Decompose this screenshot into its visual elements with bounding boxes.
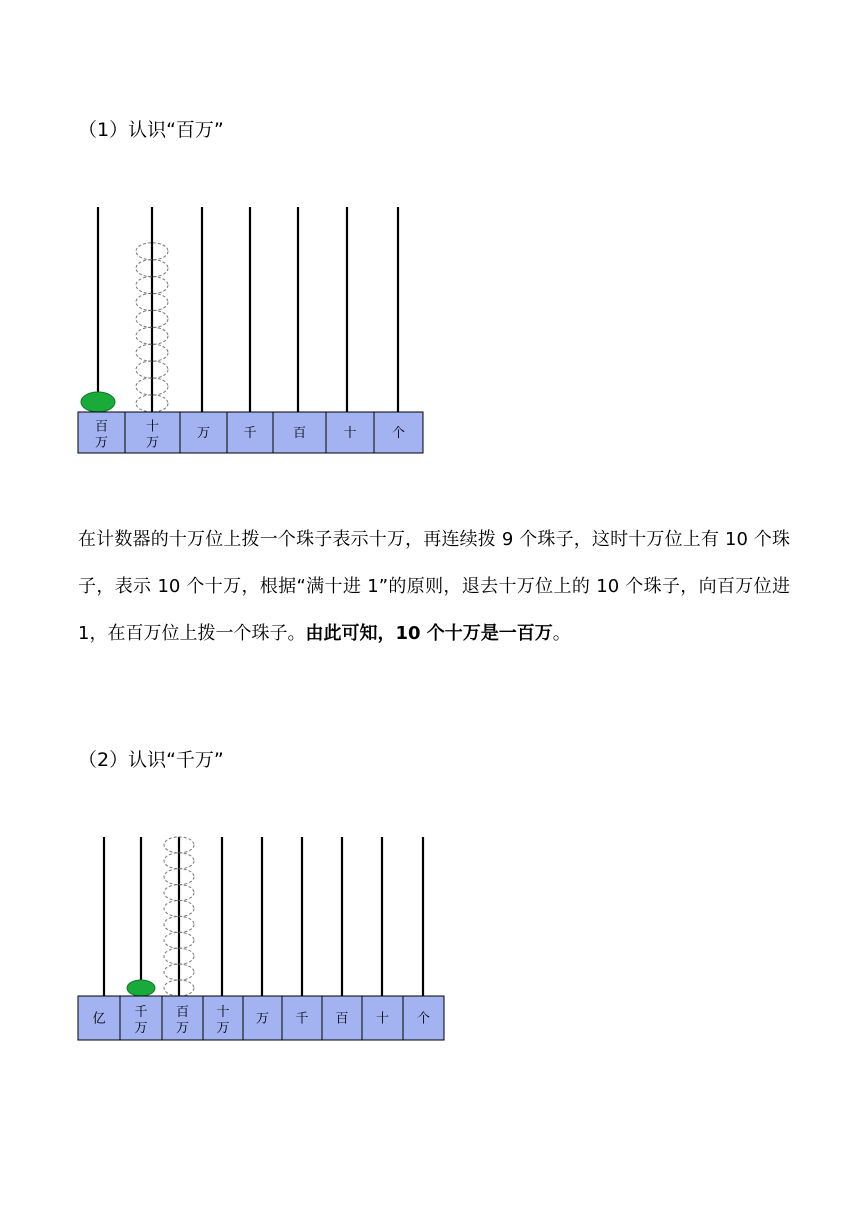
abacus2-place-label: 万: [255, 1011, 270, 1027]
abacus1-place-label: 个: [391, 426, 406, 442]
abacus1-place-label: 十万: [145, 419, 160, 451]
abacus2-place-label: 百万: [175, 1005, 190, 1036]
section1-heading: （1）认识“百万”: [78, 119, 224, 141]
paragraph-conclusion: 由此可知，10 个十万是一百万: [305, 623, 553, 644]
abacus-1: [0, 195, 860, 460]
abacus1-place-label: 千: [243, 426, 257, 442]
abacus1-place-label: 十: [343, 426, 357, 442]
abacus2-place-label: 千: [295, 1011, 309, 1027]
abacus2-place-label: 十: [375, 1011, 390, 1027]
abacus2-place-label: 十万: [216, 1005, 230, 1036]
paragraph-tail: 。: [552, 623, 571, 644]
abacus2-place-label: 百: [335, 1011, 349, 1027]
abacus1-bead: [81, 392, 115, 412]
abacus2-place-label: 亿: [92, 1011, 106, 1027]
abacus2-bead: [127, 980, 155, 996]
section2-heading: （2）认识“千万”: [78, 749, 224, 771]
abacus-2: [0, 828, 860, 1048]
abacus1-place-label: 万: [196, 426, 211, 442]
abacus2-place-label: 个: [416, 1011, 431, 1027]
abacus2-place-label: 千万: [134, 1005, 148, 1036]
abacus1-place-label: 百: [292, 426, 307, 442]
paragraph-text: 在计数器的十万位上拨一个珠子表示十万，再连续拨 9 个珠子，这时十万位上有 10 个珠子，表示 10 个十万，根据“满十进 1”的原则，退去十万位上的 10 个珠子，向百万位进 1，在百万位上拨一个珠子。: [78, 529, 790, 644]
section1-paragraph: [78, 516, 790, 657]
abacus1-place-label: 百万: [94, 419, 109, 451]
